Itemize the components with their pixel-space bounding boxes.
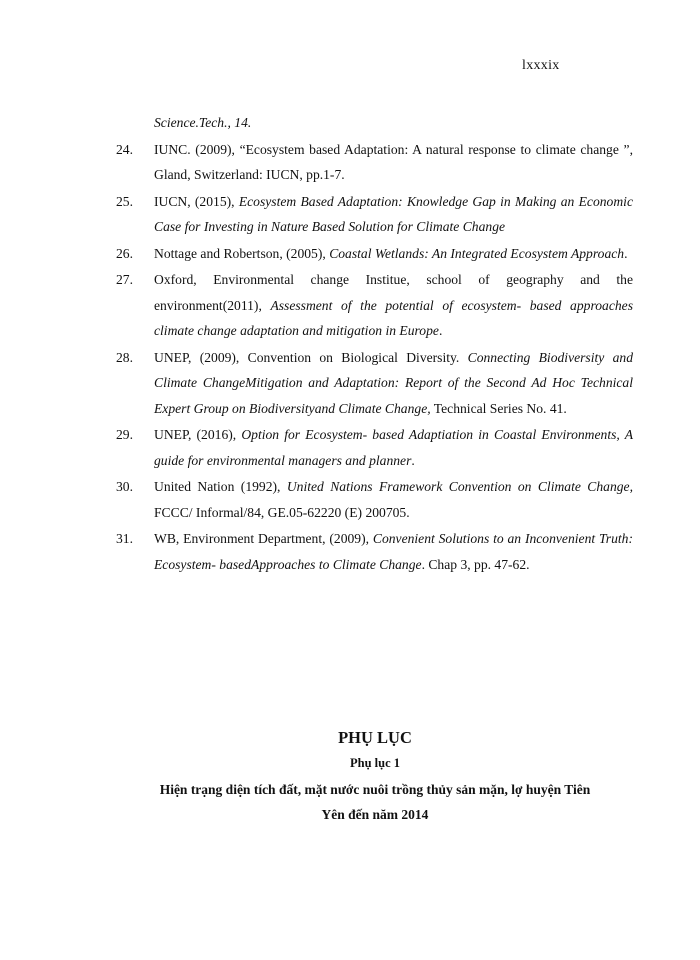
reference-text: . [438, 323, 443, 338]
reference-text: Oxford, Environmental change Institue, school of geography and the environment(2011), [154, 272, 633, 313]
reference-item [116, 526, 633, 577]
reference-text: Technical Series No. 41. [430, 400, 567, 416]
reference-text: UNEP, (2016), [154, 427, 242, 442]
reference-number: 26. [116, 245, 133, 261]
reference-number: 25. [116, 193, 133, 209]
references-list [116, 110, 633, 578]
reference-text: IUCN, (2015), [154, 193, 239, 209]
reference-number: 27. [116, 272, 133, 287]
reference-item [116, 189, 633, 240]
reference-title: Option for Ecosystem- based Adaptiation in Coastal Environments, A guide for environmental managers and planner [154, 427, 634, 468]
appendix-caption [110, 777, 640, 827]
reference-number: 29. [116, 427, 133, 442]
reference-text: Nottage and Robertson, (2005), [154, 245, 330, 261]
appendix-title: PHỤ LỤC [338, 728, 412, 747]
reference-text: United Nation (1992), [154, 479, 287, 494]
reference-title: United Nations Framework Convention on Climate Change, [286, 479, 633, 494]
reference-item [116, 474, 633, 525]
reference-text: WB, Environment Department, (2009), [154, 531, 373, 546]
reference-text: . [411, 452, 415, 468]
reference-number: 28. [116, 349, 133, 365]
reference-title: Convenient Solutions to an Inconvenient Truth: Ecosystem- basedApproaches to Climate Change [154, 531, 633, 572]
reference-item [116, 241, 633, 267]
reference-title: Connecting Biodiversity and Climate ChangeMitigation and Adaptation: Report of the Second Ad Hoc Technical Expert Group on Biodiversityand Climate Change, [154, 349, 634, 416]
reference-item [116, 422, 633, 473]
reference-number: 31. [116, 531, 133, 546]
reference-text: UNEP, (2009), Convention on Biological Diversity. [154, 349, 468, 365]
reference-item [116, 267, 633, 344]
reference-item [116, 345, 633, 422]
reference-text: . Chap 3, pp. 47-62. [421, 556, 530, 572]
appendix-subtitle: Phụ lục 1 [349, 756, 400, 770]
reference-number: 30. [116, 479, 133, 494]
page-number: lxxxix [522, 58, 560, 73]
appendix-section [110, 728, 640, 827]
appendix-caption-line: Yên đến năm 2014 [321, 807, 429, 822]
reference-text: FCCC/ Informal/84, GE.05-62220 (E) 200705. [154, 504, 410, 520]
reference-title: Coastal Wetlands: An Integrated Ecosystem Approach [329, 245, 625, 261]
reference-title: Ecosystem Based Adaptation: Knowledge Gap in Making an Economic Case for Investing in Nature Based Solution for Climate Change [154, 193, 633, 234]
reference-number: 24. [116, 141, 133, 157]
reference-continuation: Science.Tech., 14. [154, 115, 252, 130]
reference-title: Assessment of the potential of ecosystem- based approaches climate change adaptation and mitigation in Europe [154, 297, 633, 338]
appendix-caption-line: Hiện trạng diện tích đất, mặt nước nuôi trồng thủy sản mặn, lợ huyện Tiên [159, 782, 591, 797]
reference-item [116, 137, 633, 188]
reference-text: IUNC. (2009), “Ecosystem based Adaptation: A natural response to climate change ”, Gland, Switzerland: IUCN, pp.1-7. [154, 141, 633, 182]
reference-text: . [624, 245, 628, 261]
